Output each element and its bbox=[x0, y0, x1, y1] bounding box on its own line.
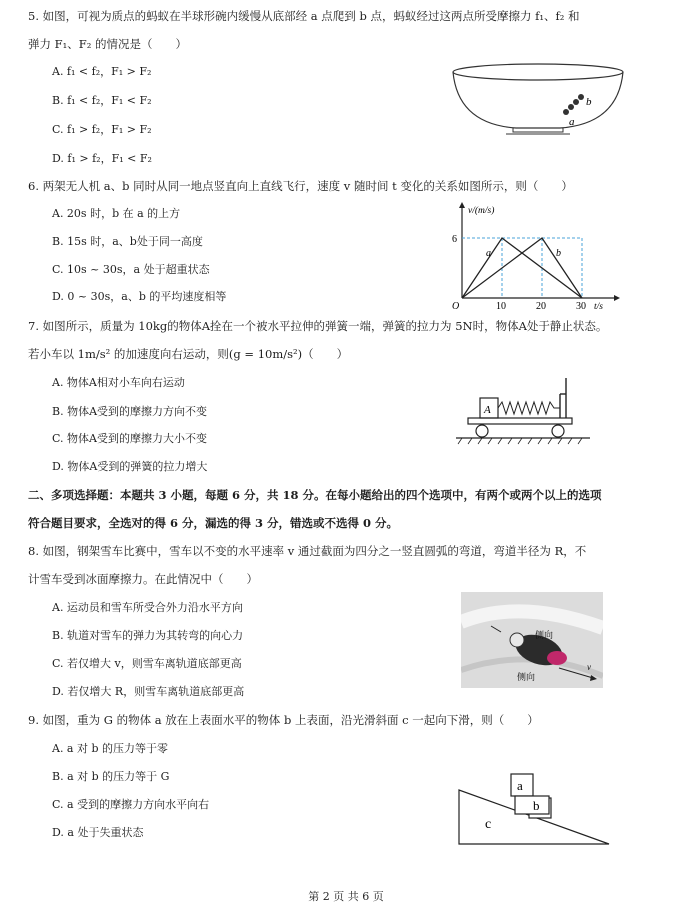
q6-option-d: D. 0 ~ 30s，a、b 的平均速度相等 bbox=[52, 290, 227, 303]
incline-label-a: a bbox=[517, 778, 523, 793]
photo-label-2: 侧向 bbox=[517, 673, 536, 683]
q9-option-c: C. a 受到的摩擦力方向水平向右 bbox=[52, 798, 210, 811]
ant-icon bbox=[563, 94, 584, 115]
q5-option-d: D. f₁ > f₂，F₁ < F₂ bbox=[52, 152, 152, 165]
q6-option-b: B. 15s 时，a、b处于同一高度 bbox=[52, 235, 203, 248]
bowl-figure bbox=[448, 62, 628, 144]
q8-stem-line-2: 计雪车受到冰面摩擦力。在此情况中（ ） bbox=[28, 572, 258, 586]
q7-stem-line-1: 7. 如图所示，质量为 10kg的物体A拴在一个被水平拉伸的弹簧一端，弹簧的拉力为 5N时，物体A处于静止状态。 bbox=[28, 319, 608, 333]
graph-label-b: b bbox=[556, 248, 561, 259]
q7-option-c: C. 物体A受到的摩擦力大小不变 bbox=[52, 432, 207, 445]
graph-origin-label: O bbox=[452, 301, 460, 312]
line-b bbox=[462, 238, 582, 298]
q6-option-c: C. 10s ~ 30s，a 处于超重状态 bbox=[52, 263, 210, 276]
q7-option-b: B. 物体A受到的摩擦力方向不变 bbox=[52, 405, 208, 418]
graph-x-tick-20: 20 bbox=[536, 301, 546, 312]
skeleton-sled-photo bbox=[461, 592, 603, 688]
q7-stem-line-2: 若小车以 1m/s² 的加速度向右运动，则(g = 10m/s²)（ ） bbox=[28, 347, 349, 361]
q5-option-b: B. f₁ < f₂，F₁ < F₂ bbox=[52, 94, 152, 107]
q7-option-a: A. 物体A相对小车向右运动 bbox=[52, 376, 185, 389]
bowl-label-a: a bbox=[569, 116, 575, 128]
graph-y-axis-label: v/(m/s) bbox=[468, 206, 495, 216]
graph-x-tick-30: 30 bbox=[576, 301, 586, 312]
vt-graph bbox=[444, 200, 624, 312]
block-a-label: A bbox=[484, 404, 491, 416]
section-heading-line-1: 二、多项选择题：本题共 3 小题，每题 6 分，共 18 分。在每小题给出的四个选项中，有两个或两个以上的选项 bbox=[28, 488, 602, 502]
incline-label-c: c bbox=[485, 817, 492, 832]
q9-option-a: A. a 对 b 的压力等于零 bbox=[52, 742, 169, 755]
graph-y-tick-6: 6 bbox=[452, 234, 457, 245]
q5-stem-line-2: 弹力 F₁、F₂ 的情况是（ ） bbox=[28, 37, 187, 51]
q8-option-d: D. 若仅增大 R，则雪车离轨道底部更高 bbox=[52, 685, 245, 698]
q6-option-a: A. 20s 时，b 在 a 的上方 bbox=[52, 207, 181, 220]
incline-label-b: b bbox=[533, 798, 540, 813]
q6-stem-line-1: 6. 两架无人机 a、b 同时从同一地点竖直向上直线飞行，速度 v 随时间 t 变化的关系如图所示，则（ ） bbox=[28, 179, 573, 193]
graph-x-axis-label: t/s bbox=[594, 302, 603, 312]
q9-option-b: B. a 对 b 的压力等于 G bbox=[52, 770, 170, 783]
q5-option-a: A. f₁ < f₂，F₁ > F₂ bbox=[52, 65, 152, 78]
section-heading-line-2: 符合题目要求，全选对的得 6 分，漏选的得 3 分，错选或不选得 0 分。 bbox=[28, 516, 399, 530]
q8-option-b: B. 轨道对雪车的弹力为其转弯的向心力 bbox=[52, 629, 244, 642]
wheel-left-icon bbox=[476, 425, 488, 437]
spring-icon bbox=[498, 402, 560, 414]
wheel-right-icon bbox=[552, 425, 564, 437]
bowl-label-b: b bbox=[586, 96, 592, 108]
cart-spring-figure bbox=[456, 376, 592, 452]
q5-option-c: C. f₁ > f₂，F₁ > F₂ bbox=[52, 123, 152, 136]
photo-label-v: v bbox=[587, 662, 591, 672]
incline-figure bbox=[455, 768, 615, 848]
q7-option-d: D. 物体A受到的弹簧的拉力增大 bbox=[52, 460, 208, 473]
graph-x-tick-10: 10 bbox=[496, 301, 506, 312]
page-footer: 第 2 页 共 6 页 bbox=[308, 890, 384, 903]
q8-stem-line-1: 8. 如图，钢架雪车比赛中，雪车以不变的水平速率 v 通过截面为四分之一竖直圆弧的弯道，弯道半径为 R，不 bbox=[28, 544, 587, 558]
graph-label-a: a bbox=[486, 248, 491, 259]
q8-option-a: A. 运动员和雪车所受合外力沿水平方向 bbox=[52, 601, 243, 614]
photo-label-1: 侧向 bbox=[535, 631, 554, 641]
q8-option-c: C. 若仅增大 v，则雪车离轨道底部更高 bbox=[52, 657, 242, 670]
q9-stem-line-1: 9. 如图，重为 G 的物体 a 放在上表面水平的物体 b 上表面，沿光滑斜面 c 一起向下滑，则（ ） bbox=[28, 713, 539, 727]
q9-option-d: D. a 处于失重状态 bbox=[52, 826, 144, 839]
line-a bbox=[462, 238, 582, 298]
q5-stem-line-1: 5. 如图，可视为质点的蚂蚁在半球形碗内缓慢从底部经 a 点爬到 b 点，蚂蚁经过这两点所受摩擦力 f₁、f₂ 和 bbox=[28, 9, 580, 23]
